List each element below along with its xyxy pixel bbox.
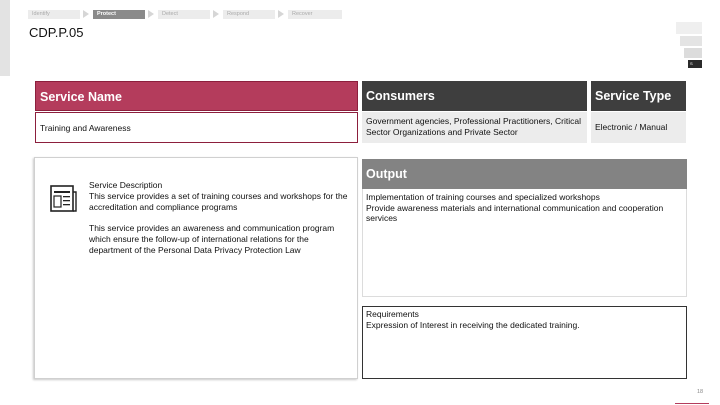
description-paragraph-2: This service provides an awareness and communication program which ensure the follow-up of international relations for the department of the Personal Data Privacy Protection Law [89, 223, 335, 255]
nav-item-respond[interactable]: Respond [223, 10, 275, 19]
document-icon [50, 184, 77, 213]
requirements-value: Expression of Interest in receiving the dedicated training. [366, 320, 580, 330]
chevron-right-icon [213, 10, 219, 18]
chevron-right-icon [278, 10, 284, 18]
nav-item-recover[interactable]: Recover [288, 10, 342, 19]
description-paragraph-1: This service provides a set of training courses and workshops for the accreditation and compliance programs [89, 190, 348, 212]
nav-item-identify[interactable]: Identify [28, 10, 80, 19]
service-name-header: Service Name [35, 81, 358, 111]
service-type-header: Service Type [591, 81, 686, 111]
description-title: Service Description [89, 180, 163, 190]
framework-nav [28, 10, 342, 19]
consumers-header: Consumers [362, 81, 587, 111]
page-number: 18 [697, 389, 704, 395]
left-accent-bar [0, 0, 10, 76]
nav-item-detect[interactable]: Detect [158, 10, 210, 19]
nav-item-protect[interactable]: Protect [93, 10, 145, 19]
service-description-text [89, 180, 354, 266]
footer-accent-line [675, 403, 709, 404]
output-text [366, 192, 684, 224]
logo [676, 22, 702, 68]
logo-badge: S [688, 60, 702, 68]
consumers-value: Government agencies, Professional Practitioners, Critical Sector Organizations and Private Sector [362, 112, 587, 143]
output-header: Output [362, 159, 687, 189]
output-line-1: Implementation of training courses and specialized workshops [366, 192, 600, 202]
service-code-title: CDP.P.05 [29, 25, 84, 40]
output-line-2: Provide awareness materials and international communication and cooperation services [366, 202, 664, 223]
chevron-right-icon [148, 10, 154, 18]
chevron-right-icon [83, 10, 89, 18]
requirements-title: Requirements [366, 309, 419, 319]
requirements-text [366, 309, 684, 331]
service-type-value: Electronic / Manual [591, 112, 686, 143]
service-name-value: Training and Awareness [35, 112, 358, 143]
